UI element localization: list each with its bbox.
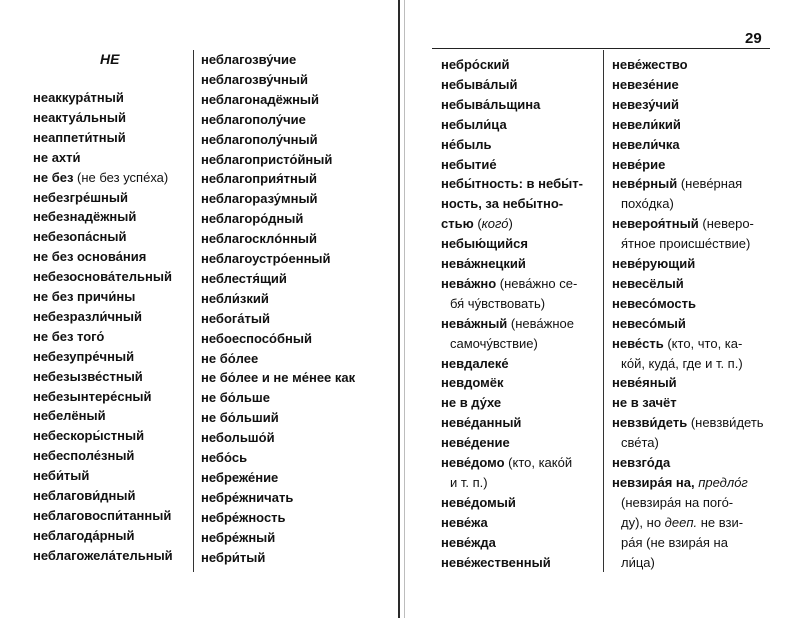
entry-example: бя́ чу́вствовать) — [450, 295, 546, 311]
entry-word: невезе́ние — [612, 76, 679, 92]
entry-word: невзви́деть — [612, 415, 688, 431]
entry-word: неблагоприя́тный — [201, 171, 317, 187]
dictionary-entry — [441, 393, 501, 413]
entry-word: не бо́лее — [201, 350, 259, 366]
entry-word: небезгре́шный — [33, 189, 128, 205]
entry-word: неблагополу́чие — [201, 111, 306, 127]
entry-word: небо́сь — [201, 450, 248, 465]
page-number: 29 — [745, 30, 762, 47]
entry-grammar-note: предло́г — [694, 474, 748, 490]
dictionary-entry — [33, 307, 142, 327]
entry-word: неблагови́дный — [33, 488, 136, 503]
dictionary-entry — [33, 267, 172, 287]
column-divider-right — [603, 50, 604, 572]
dictionary-entry — [33, 168, 168, 188]
dictionary-entry — [612, 155, 665, 175]
dictionary-entry — [621, 533, 728, 553]
entry-example: (нева́жно се- — [496, 275, 578, 291]
entry-word: неве́жественный — [441, 554, 551, 570]
dictionary-entry — [441, 155, 497, 175]
dictionary-entry — [441, 413, 521, 433]
dictionary-entry — [201, 269, 287, 289]
entry-word: не ахти́ — [33, 149, 81, 165]
entry-word: нева́жный — [441, 315, 508, 331]
header-rule — [432, 48, 770, 49]
entry-word: неве́домый — [441, 494, 516, 510]
entry-example: не взи- — [697, 514, 744, 530]
entry-word: неве́жда — [441, 534, 496, 550]
dictionary-entry — [201, 428, 275, 448]
entry-word: небезопа́сный — [33, 229, 127, 245]
book-spine — [398, 0, 400, 618]
dictionary-entry — [441, 214, 513, 234]
entry-word: небре́жничать — [201, 489, 294, 505]
entry-word: неблагожела́тельный — [33, 547, 173, 563]
dictionary-entry — [441, 274, 577, 294]
dictionary-entry — [450, 473, 488, 493]
entry-word: неве́жа — [441, 514, 488, 530]
dictionary-entry — [201, 508, 286, 528]
entry-example: самочу́вствие) — [450, 335, 538, 351]
entry-word: неблагода́рный — [33, 527, 135, 543]
entry-word: неблагоро́дный — [201, 211, 304, 227]
dictionary-entry — [450, 294, 545, 314]
dictionary-entry — [201, 289, 269, 309]
dictionary-entry — [201, 189, 318, 209]
entry-word: неве́сть — [612, 335, 664, 351]
entry-word: неблагоразу́мный — [201, 191, 318, 207]
entry-example: ко́й, куда́, где и т. п.) — [621, 355, 743, 371]
entry-word: невдалеке́ — [441, 355, 509, 371]
dictionary-entry — [33, 227, 127, 247]
entry-word: не бо́льший — [201, 410, 279, 426]
dictionary-entry — [33, 446, 134, 466]
entry-word: небезызве́стный — [33, 368, 143, 384]
dictionary-entry — [612, 115, 681, 135]
dictionary-entry — [201, 70, 308, 90]
book-spine-shadow — [404, 0, 405, 618]
entry-word: не без — [33, 169, 74, 185]
entry-example: (неве́рная — [677, 176, 743, 192]
dictionary-entry — [621, 234, 750, 254]
dictionary-entry — [33, 207, 136, 227]
dictionary-entry — [441, 75, 517, 95]
dictionary-entry — [201, 548, 265, 568]
entry-word: неактуа́льный — [33, 109, 126, 125]
entry-word: небре́жный — [201, 529, 276, 545]
entry-word: не́быль — [441, 136, 492, 152]
dictionary-entry — [201, 388, 270, 408]
dictionary-entry — [441, 174, 583, 194]
dictionary-entry — [441, 95, 540, 115]
entry-word: не бо́лее и не ме́нее как — [201, 370, 356, 386]
entry-word: неве́жество — [612, 57, 688, 72]
dictionary-entry — [441, 373, 503, 393]
dictionary-entry — [612, 314, 686, 334]
dictionary-entry — [33, 148, 81, 168]
entry-word: неве́рующий — [612, 256, 696, 271]
entry-word: неве́домо — [441, 455, 505, 470]
dictionary-entry — [441, 533, 496, 553]
dictionary-entry — [33, 387, 152, 407]
entry-word: неблагозву́чие — [201, 52, 297, 67]
dictionary-entry — [201, 209, 303, 229]
dictionary-entry — [33, 108, 126, 128]
entry-word: невзира́я на, — [612, 474, 695, 490]
dictionary-entry — [201, 408, 279, 428]
dictionary-entry — [450, 334, 538, 354]
entry-word: не без основа́ния — [33, 249, 147, 265]
dictionary-entry — [201, 50, 296, 70]
entry-example: ) — [508, 216, 513, 232]
dictionary-entry — [201, 169, 317, 189]
entry-word: небро́ский — [441, 57, 510, 72]
dictionary-entry — [441, 234, 528, 254]
column-divider-left — [193, 50, 194, 572]
dictionary-entry — [201, 309, 270, 329]
dictionary-entry — [621, 493, 733, 513]
dictionary-entry — [621, 433, 659, 453]
entry-word: неблагонадёжный — [201, 91, 320, 107]
entry-word: небоеспосо́бный — [201, 330, 312, 346]
entry-word: невезу́чий — [612, 96, 680, 112]
entry-word: невесо́мый — [612, 315, 686, 331]
dictionary-entry — [441, 55, 510, 75]
entry-word: неве́рие — [612, 156, 666, 172]
dictionary-entry — [441, 513, 488, 533]
dictionary-entry — [612, 75, 679, 95]
entry-word: неби́тый — [33, 468, 90, 484]
entry-example: (не без успе́ха) — [73, 169, 169, 185]
entry-word: небезоснова́тельный — [33, 269, 172, 285]
entry-word: неблестя́щий — [201, 270, 287, 286]
entry-example: (невзира́я на пого́- — [621, 494, 734, 510]
dictionary-entry — [612, 413, 764, 433]
dictionary-entry — [441, 115, 507, 135]
dictionary-entry — [201, 488, 293, 508]
entry-word: неблагопристо́йный — [201, 151, 333, 167]
entry-example: (невзви́деть — [687, 415, 764, 431]
entry-example: (нева́жное — [507, 315, 574, 331]
dictionary-entry — [612, 254, 695, 274]
dictionary-entry — [33, 347, 134, 367]
entry-word: не в ду́хе — [441, 395, 502, 411]
dictionary-entry — [612, 174, 742, 194]
dictionary-entry — [441, 553, 551, 573]
dictionary-entry — [33, 327, 104, 347]
dictionary-entry — [612, 453, 670, 473]
entry-word: невели́чка — [612, 136, 680, 152]
entry-word: небли́зкий — [201, 290, 269, 306]
dictionary-entry — [201, 349, 258, 369]
dictionary-entry — [33, 546, 173, 566]
dictionary-entry — [33, 128, 126, 148]
entry-word: небога́тый — [201, 310, 270, 326]
entry-word: неблагоустро́енный — [201, 251, 331, 266]
entry-word: небесполе́зный — [33, 448, 135, 464]
dictionary-entry — [201, 329, 312, 349]
entry-word: небезынтере́сный — [33, 388, 152, 404]
entry-word: не без причи́ны — [33, 289, 136, 304]
dictionary-entry — [612, 274, 684, 294]
entry-example: (неверо- — [698, 216, 754, 232]
entry-example: све́та) — [621, 435, 659, 451]
entry-example: ра́я (не взира́я на — [621, 534, 728, 550]
entry-word: нева́жно — [441, 275, 497, 291]
dictionary-entry — [201, 130, 318, 150]
entry-word: небезразли́чный — [33, 308, 142, 324]
entry-word: неве́данный — [441, 415, 522, 431]
dictionary-entry — [612, 294, 696, 314]
entry-grammar-note: кого́ — [481, 216, 509, 232]
entry-example: ли́ца) — [621, 554, 655, 570]
dictionary-entry — [441, 314, 574, 334]
dictionary-entry — [441, 453, 572, 473]
entry-word: невзго́да — [612, 455, 671, 470]
entry-word: небескоры́стный — [33, 428, 145, 444]
section-heading: НЕ — [100, 51, 120, 67]
entry-word: неве́яный — [612, 375, 677, 391]
dictionary-entry — [201, 150, 332, 170]
dictionary-entry — [33, 406, 106, 426]
dictionary-entry — [621, 354, 743, 374]
dictionary-entry — [33, 526, 135, 546]
entry-word: стью — [441, 216, 474, 232]
entry-word: неблагосклóнный — [201, 231, 318, 247]
entry-word: небы́тность: в небы́т- — [441, 176, 583, 192]
dictionary-entry — [441, 354, 509, 374]
entry-example: ду), но — [621, 514, 665, 530]
entry-word: невесо́мость — [612, 295, 696, 311]
entry-word: небезупре́чный — [33, 348, 135, 364]
dictionary-entry — [441, 493, 516, 513]
entry-word: небыва́льщина — [441, 96, 541, 112]
entry-word: неблагополу́чный — [201, 131, 318, 147]
entry-word: неблагозву́чный — [201, 71, 308, 87]
dictionary-entry — [201, 468, 278, 488]
dictionary-entry — [441, 194, 563, 214]
entry-word: небыва́лый — [441, 76, 518, 92]
entry-word: ность, за небы́тно- — [441, 196, 564, 212]
entry-word: небыю́щийся — [441, 236, 528, 252]
dictionary-entry — [621, 194, 674, 214]
dictionary-entry — [33, 506, 171, 526]
dictionary-entry — [201, 448, 247, 468]
entry-example: я́тное происше́ствие) — [621, 236, 751, 252]
dictionary-entry — [612, 393, 677, 413]
entry-word: небреже́ние — [201, 469, 279, 485]
dictionary-entry — [33, 486, 135, 506]
entry-word: невéрный — [612, 176, 678, 192]
entry-word: не в зачёт — [612, 395, 677, 411]
dictionary-entry — [612, 373, 677, 393]
dictionary-entry — [441, 433, 510, 453]
dictionary-entry — [33, 367, 143, 387]
dictionary-entry — [201, 90, 319, 110]
entry-example: (кто, что, ка- — [663, 335, 743, 351]
entry-word: неве́дение — [441, 435, 510, 451]
dictionary-entry — [33, 88, 124, 108]
entry-word: не без того́ — [33, 328, 105, 344]
entry-example: (кто, како́й — [504, 455, 573, 470]
dictionary-entry — [201, 368, 355, 388]
dictionary-entry — [612, 135, 680, 155]
entry-word: небри́тый — [201, 549, 266, 565]
dictionary-entry — [612, 473, 748, 493]
dictionary-entry — [441, 135, 491, 155]
entry-word: нева́жнецкий — [441, 256, 526, 271]
dictionary-entry — [612, 95, 679, 115]
entry-word: неаккура́тный — [33, 90, 124, 105]
entry-word: неаппети́тный — [33, 129, 126, 145]
entry-word: невдомёк — [441, 375, 504, 391]
entry-word: небыли́ца — [441, 116, 507, 132]
entry-word: невероя́тный — [612, 216, 699, 232]
dictionary-entry — [33, 188, 128, 208]
entry-word: неблаговоспи́танный — [33, 507, 172, 523]
dictionary-entry — [612, 334, 742, 354]
dictionary-entry — [621, 553, 655, 573]
dictionary-entry — [612, 55, 688, 75]
entry-word: небезнадёжный — [33, 209, 137, 225]
dictionary-entry — [33, 287, 135, 307]
dictionary-entry — [612, 214, 754, 234]
dictionary-entry — [201, 229, 317, 249]
entry-word: небольшо́й — [201, 430, 275, 446]
entry-example: и т. п.) — [450, 474, 488, 490]
entry-example: похо́дка) — [621, 196, 674, 212]
dictionary-entry — [33, 247, 146, 267]
dictionary-entry — [33, 426, 144, 446]
dictionary-entry — [621, 513, 743, 533]
dictionary-entry — [441, 254, 526, 274]
dictionary-entry — [201, 249, 331, 269]
entry-word: невели́кий — [612, 116, 681, 132]
entry-grammar-note: дееп. — [664, 514, 698, 530]
entry-word: небелёный — [33, 408, 106, 424]
dictionary-entry — [33, 466, 89, 486]
dictionary-entry — [201, 528, 275, 548]
entry-word: не бо́льше — [201, 390, 270, 406]
dictionary-entry — [201, 110, 306, 130]
entry-word: небытие́ — [441, 156, 497, 172]
entry-word: небре́жность — [201, 509, 286, 525]
entry-word: невесёлый — [612, 275, 684, 291]
entry-example: ( — [473, 216, 482, 232]
